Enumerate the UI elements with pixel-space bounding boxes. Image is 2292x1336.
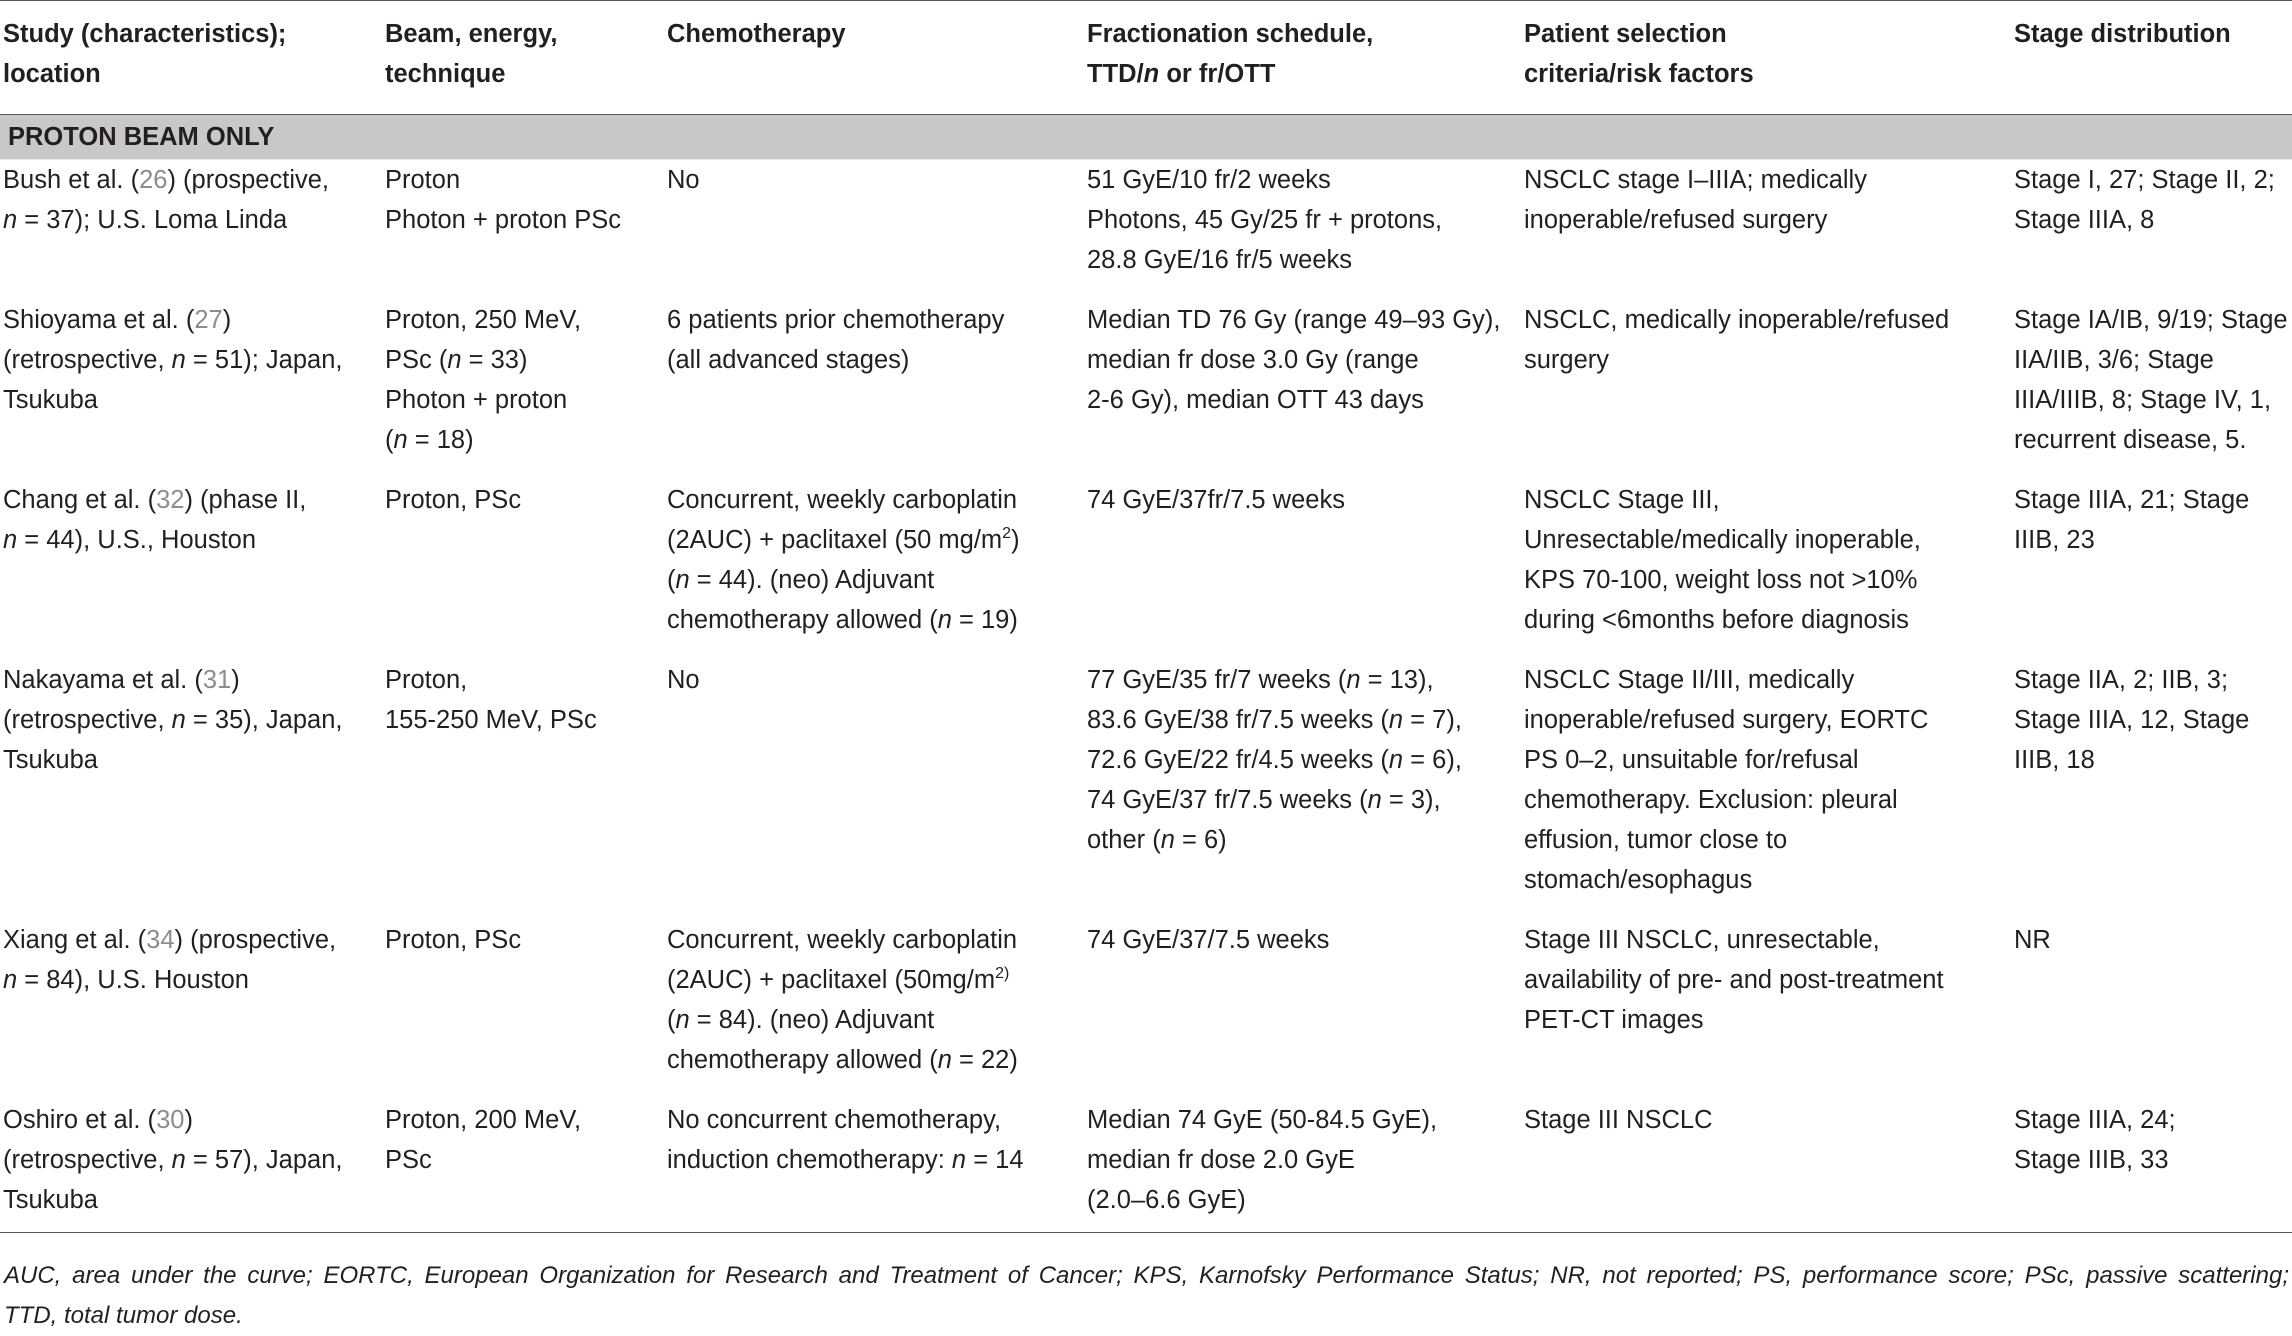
cell-chemo: No concurrent chemotherapy, induction chemotherapy: n = 14 <box>667 1100 1087 1233</box>
header-selection: Patient selection criteria/risk factors <box>1524 1 2014 115</box>
cell-beam: Proton Photon + proton PSc <box>385 166 622 234</box>
reference-link[interactable]: 32 <box>156 486 185 514</box>
cell-study: Xiang et al. (34) (prospective, n = 84), U.S. Houston <box>3 926 337 994</box>
cell-study: Shioyama et al. (27) (retrospective, n = 51); Japan, Tsukuba <box>3 306 343 414</box>
cell-chemo: 6 patients prior chemotherapy (all advanced stages) <box>667 306 1005 374</box>
cell-beam: Proton, 250 MeV, PSc (n = 33) Photon + proton (n = 18) <box>385 306 582 454</box>
table-row <box>0 1100 2292 1233</box>
reference-link[interactable]: 27 <box>194 306 223 334</box>
reference-link[interactable]: 34 <box>146 926 175 954</box>
header-study: Study (characteristics); location <box>0 1 385 115</box>
cell-stage: Stage I, 27; Stage II, 2; Stage IIIA, 8 <box>2014 166 2275 234</box>
cell-study: Chang et al. (32) (phase II, n = 44), U.S., Houston <box>3 486 307 554</box>
cell-selection: NSCLC stage I–IIIA; medically inoperable/refused surgery <box>1524 166 1867 234</box>
cell-selection: NSCLC, medically inoperable/refused surgery <box>1524 306 1950 374</box>
cell-beam: Proton, 155-250 MeV, PSc <box>385 666 597 734</box>
cell-fractionation: Median 74 GyE (50-84.5 GyE), median fr dose 2.0 GyE (2.0–6.6 GyE) <box>1087 1100 1524 1233</box>
cell-selection: NSCLC Stage III, Unresectable/medically inoperable, KPS 70-100, weight loss not >10% during <6months before diagnosis <box>1524 486 1921 634</box>
cell-beam: Proton, PSc <box>385 926 522 954</box>
cell-fractionation: 51 GyE/10 fr/2 weeks Photons, 45 Gy/25 fr + protons, 28.8 GyE/16 fr/5 weeks <box>1087 166 1443 274</box>
cell-stage: Stage IIA, 2; IIB, 3; Stage IIIA, 12, Stage IIIB, 18 <box>2014 666 2250 774</box>
cell-beam: Proton, 200 MeV, PSc <box>385 1100 667 1233</box>
header-fractionation: Fractionation schedule, TTD/n or fr/OTT <box>1087 1 1524 115</box>
table-row <box>0 920 2292 1100</box>
cell-fractionation: 74 GyE/37fr/7.5 weeks <box>1087 486 1345 514</box>
table-footnote: AUC, area under the curve; EORTC, European Organization for Research and Treatment of Cancer; KPS, Karnofsky Performance Status; NR, not reported; PS, performance score; PSc, passive scattering; TTD, total tumor dose. <box>4 1262 2289 1329</box>
section-title: PROTON BEAM ONLY <box>0 115 2292 160</box>
cell-chemo: No <box>667 166 700 194</box>
cell-selection: NSCLC Stage II/III, medically inoperable/refused surgery, EORTC PS 0–2, unsuitable for/refusal chemotherapy. Exclusion: pleural effusion, tumor close to stomach/esophagus <box>1524 666 1929 894</box>
table-header-row <box>0 1 2292 115</box>
header-stage: Stage distribution <box>2014 1 2292 115</box>
header-beam: Beam, energy, technique <box>385 1 667 115</box>
cell-chemo: No <box>667 666 700 694</box>
cell-selection: Stage III NSCLC, unresectable, availability of pre- and post-treatment PET-CT images <box>1524 926 1944 1034</box>
table-row <box>0 480 2292 660</box>
header-chemotherapy: Chemotherapy <box>667 1 1087 115</box>
cell-stage: Stage IIIA, 21; Stage IIIB, 23 <box>2014 486 2250 554</box>
cell-fractionation: 74 GyE/37/7.5 weeks <box>1087 926 1330 954</box>
table-row <box>0 660 2292 920</box>
table-row <box>0 160 2292 301</box>
cell-stage: Stage IIIA, 24; Stage IIIB, 33 <box>2014 1100 2292 1233</box>
cell-chemo: Concurrent, weekly carboplatin (2AUC) + paclitaxel (50 $mg/m^2$) (n = 44). (neo) Adjuvant chemotherapy allowed (n = 19) <box>667 486 1020 634</box>
reference-link[interactable]: 31 <box>202 666 232 694</box>
cell-chemo: Concurrent, weekly carboplatin (2AUC) + paclitaxel ($50mg/m^{2)}$ (n = 84). (neo) Adjuvant chemotherapy allowed (n = 22) <box>667 926 1018 1074</box>
reference-link[interactable]: 26 <box>139 166 168 194</box>
cell-fractionation: Median TD 76 Gy (range 49–93 Gy), median fr dose 3.0 Gy (range 2-6 Gy), median OTT 43 days <box>1087 306 1501 414</box>
table-row <box>0 300 2292 480</box>
cell-study: Bush et al. (26) (prospective, n = 37); U.S. Loma Linda <box>3 166 330 234</box>
cell-stage: Stage IA/IB, 9/19; Stage IIA/IIB, 3/6; Stage IIIA/IIIB, 8; Stage IV, 1, recurrent disease, 5. <box>2014 306 2288 454</box>
section-row <box>0 115 2292 160</box>
cell-study: Nakayama et al. (31) (retrospective, n = 35), Japan, Tsukuba <box>3 666 343 774</box>
cell-stage: NR <box>2014 926 2051 954</box>
cell-beam: Proton, PSc <box>385 486 522 514</box>
cell-study: Oshiro et al. (30) (retrospective, n = 57), Japan, Tsukuba <box>0 1100 385 1233</box>
reference-link[interactable]: 30 <box>156 1106 185 1134</box>
cell-fractionation: 77 GyE/35 fr/7 weeks (n = 13), 83.6 GyE/38 fr/7.5 weeks (n = 7), 72.6 GyE/22 fr/4.5 weeks (n = 6), 74 GyE/37 fr/7.5 weeks (n = 3), other (n = 6) <box>1087 666 1462 854</box>
cell-selection: Stage III NSCLC <box>1524 1100 2014 1233</box>
